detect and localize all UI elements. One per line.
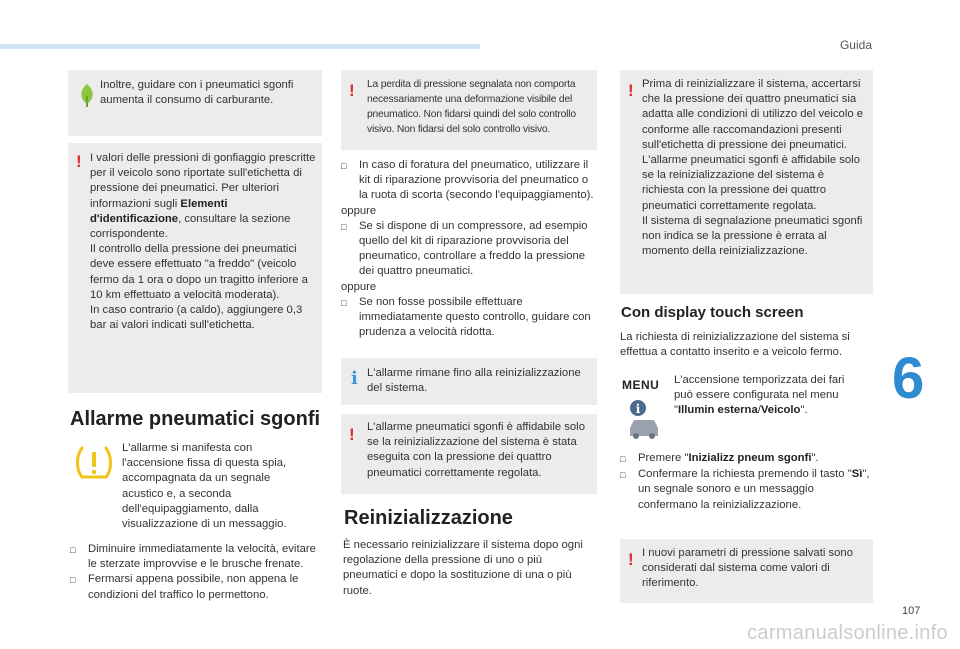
warning-icon: !	[628, 81, 634, 100]
header-bar	[0, 44, 480, 49]
list-item: □ Premere "Inizializz pneum sgonfi".	[620, 451, 872, 467]
new-parameters-warning-box	[620, 539, 873, 603]
leaf-icon	[76, 82, 98, 108]
pressure-text-1: I valori delle pressioni di gonfiaggio prescritte per il veicolo sono riportate sull'etichetta di pressione dei pneumatici. Per ulteriori informazioni sugli	[90, 152, 316, 210]
menu-separator: /	[757, 404, 761, 417]
menu-label: MENU	[622, 378, 660, 392]
warning-icon: !	[349, 81, 355, 100]
before-reinit-text-1: Prima di reinizializzare il sistema, accertarsi che la pressione dei quattro pneumatici sia adatta alle condizioni di utilizzo del veicolo e conforme alle raccomandazioni presenti sull'etichetta di pressione dei pneumatici.	[642, 78, 864, 151]
before-reinit-text-2: L'allarme pneumatici sgonfi è affidabile solo se la reinizializzazione del sistema è richiesta con la pressione dei quattro pneumatici correttamente regolata.	[642, 154, 860, 212]
page-number: 107	[902, 605, 921, 617]
step2-end: ", un segnale sonoro e un messaggio confermano la reinizializzazione.	[638, 468, 870, 511]
alarm-info-box	[341, 358, 597, 405]
eco-note-text: Inoltre, guidare con i pneumatici sgonfi aumenta il consumo di carburante.	[100, 79, 294, 107]
svg-text:i: i	[635, 402, 641, 416]
pressure-loss-warning-text: La perdita di pressione segnalata non comporta necessariamente una deformazione visibile del pneumatico. Non fidarsi quindi del solo controllo visivo. Non fidarsi del solo controllo visivo.	[367, 79, 576, 135]
puncture-instructions	[341, 158, 597, 340]
guide-label: Guida	[839, 38, 872, 52]
vehicle-settings-icon	[624, 398, 664, 442]
chapter-number: 6	[892, 346, 925, 411]
before-reinit-text-3: Il sistema di segnalazione pneumatici sgonfi non indica se la pressione è errata al momento della reinizializzazione.	[642, 214, 863, 258]
list-item-text: Se non fosse possibile effettuare immediatamente questo controllo, guidare con prudenza a velocità ridotta.	[359, 295, 591, 339]
list-item-text: Fermarsi appena possibile, non appena le condizioni del traffico lo permettono.	[88, 573, 299, 601]
list-item: □ Fermarsi appena possibile, non appena le condizioni del traffico lo permettono.	[70, 572, 320, 602]
pressure-text-1-end: , consultare la sezione corrispondente.	[90, 212, 291, 241]
list-item: □ Se non fosse possibile effettuare immediatamente questo controllo, guidare con prudenza a velocità ridotta.	[341, 295, 597, 341]
warning-icon: !	[76, 152, 82, 171]
step1-text: Premere "	[638, 452, 689, 464]
menu-instruction	[674, 373, 864, 419]
pressure-warning-box	[68, 143, 322, 393]
list-item-text: In caso di foratura del pneumatico, utilizzare il kit di riparazione provvisoria del pneumatico o la ruota di scorta (secondo l'equipaggiamento).	[359, 159, 594, 202]
touch-screen-text: La richiesta di reinizializzazione del sistema si effettua a contatto inserito e a veicolo fermo.	[620, 331, 850, 359]
reliability-warning-box	[341, 414, 597, 494]
list-item: □ In caso di foratura del pneumatico, utilizzare il kit di riparazione provvisoria del pneumatico o la ruota di scorta (secondo l'equipaggiamento).	[341, 158, 597, 204]
eco-note-box	[68, 70, 322, 136]
step1-end: ".	[811, 452, 819, 464]
before-reinit-warning-text	[642, 77, 866, 259]
yes-key: Sì	[851, 468, 863, 481]
menu-item-vehicle: Veicolo	[760, 404, 801, 417]
reset-underinflation-option: Inizializz pneum sgonfi	[688, 452, 812, 464]
section-title-reinit: Reinizializzazione	[344, 507, 513, 529]
info-icon: i	[351, 368, 358, 389]
reinit-text: È necessario reinizializzare il sistema dopo ogni regolazione della pressione di uno o più pneumatici e dopo la sostituzione di una o più ruote.	[343, 539, 583, 597]
menu-item-exterior-lighting: Illumin esterna	[678, 404, 758, 417]
section-title-touch-screen: Con display touch screen	[621, 304, 804, 321]
list-item-text	[638, 467, 872, 513]
pressure-loss-warning-box	[341, 70, 597, 150]
step2-text: Confermare la richiesta premendo il tasto "	[638, 468, 852, 481]
alarm-action-list	[70, 542, 320, 603]
list-item-text: Diminuire immediatamente la velocità, evitare le sterzate improvvise e le brusche frenate.	[88, 543, 316, 571]
or-label: oppure	[341, 280, 377, 293]
reliability-warning-text: L'allarme pneumatici sgonfi è affidabile solo se la reinizializzazione del sistema è stata eseguita con la pressione dei quattro pneumatici correttamente regolata.	[367, 421, 585, 479]
alarm-description: L'allarme si manifesta con l'accensione fissa di questa spia, accompagnata da un segnale acustico e, a seconda dell'equipaggiamento, dalla visualizzazione di un messaggio.	[122, 442, 287, 531]
pressure-text-3: In caso contrario (a caldo), aggiungere 0,3 bar ai valori indicati sull'etichetta.	[90, 304, 303, 332]
or-label: oppure	[341, 204, 377, 217]
list-item: □ Se si dispone di un compressore, ad esempio quello del kit di riparazione provvisoria del pneumatico, controllare a freddo la pressione dei quattro pneumatici.	[341, 219, 597, 280]
list-item: □ Confermare la richiesta premendo il tasto "Sì", un segnale sonoro e un messaggio confermano la reinizializzazione.	[620, 467, 872, 513]
reinit-steps	[620, 451, 872, 513]
new-parameters-warning-text: I nuovi parametri di pressione salvati sono considerati dal sistema come valori di riferimento.	[642, 547, 853, 590]
before-reinit-warning-box	[620, 70, 873, 294]
list-item-text: Se si dispone di un compressore, ad esempio quello del kit di riparazione provvisoria del pneumatico, controllare a freddo la pressione dei quattro pneumatici.	[359, 219, 588, 278]
warning-icon: !	[349, 425, 355, 444]
identification-term: Elementi d'identificazione	[90, 197, 228, 225]
pressure-text-2: Il controllo della pressione dei pneumatici deve essere effettuato "a freddo" (veicolo fermo da 1 ora o dopo un tragitto inferiore a 10 km effettuato a velocità moderata).	[90, 243, 308, 301]
pressure-warning-text	[90, 151, 316, 333]
warning-icon: !	[628, 550, 634, 569]
alarm-info-text: L'allarme rimane fino alla reinizializzazione del sistema.	[367, 367, 581, 395]
menu-text-a: L'accensione temporizzata dei fari può essere configurata nel menu "	[674, 374, 845, 417]
list-item: □ Diminuire immediatamente la velocità, evitare le sterzate improvvise e le brusche frenate.	[70, 542, 320, 572]
section-title-underinflation: Allarme pneumatici sgonfi	[70, 408, 321, 430]
tyre-pressure-warning-icon	[74, 444, 114, 482]
menu-text-end: ".	[800, 404, 808, 417]
list-item-text	[638, 451, 872, 467]
watermark: carmanualsonline.info	[747, 622, 948, 644]
